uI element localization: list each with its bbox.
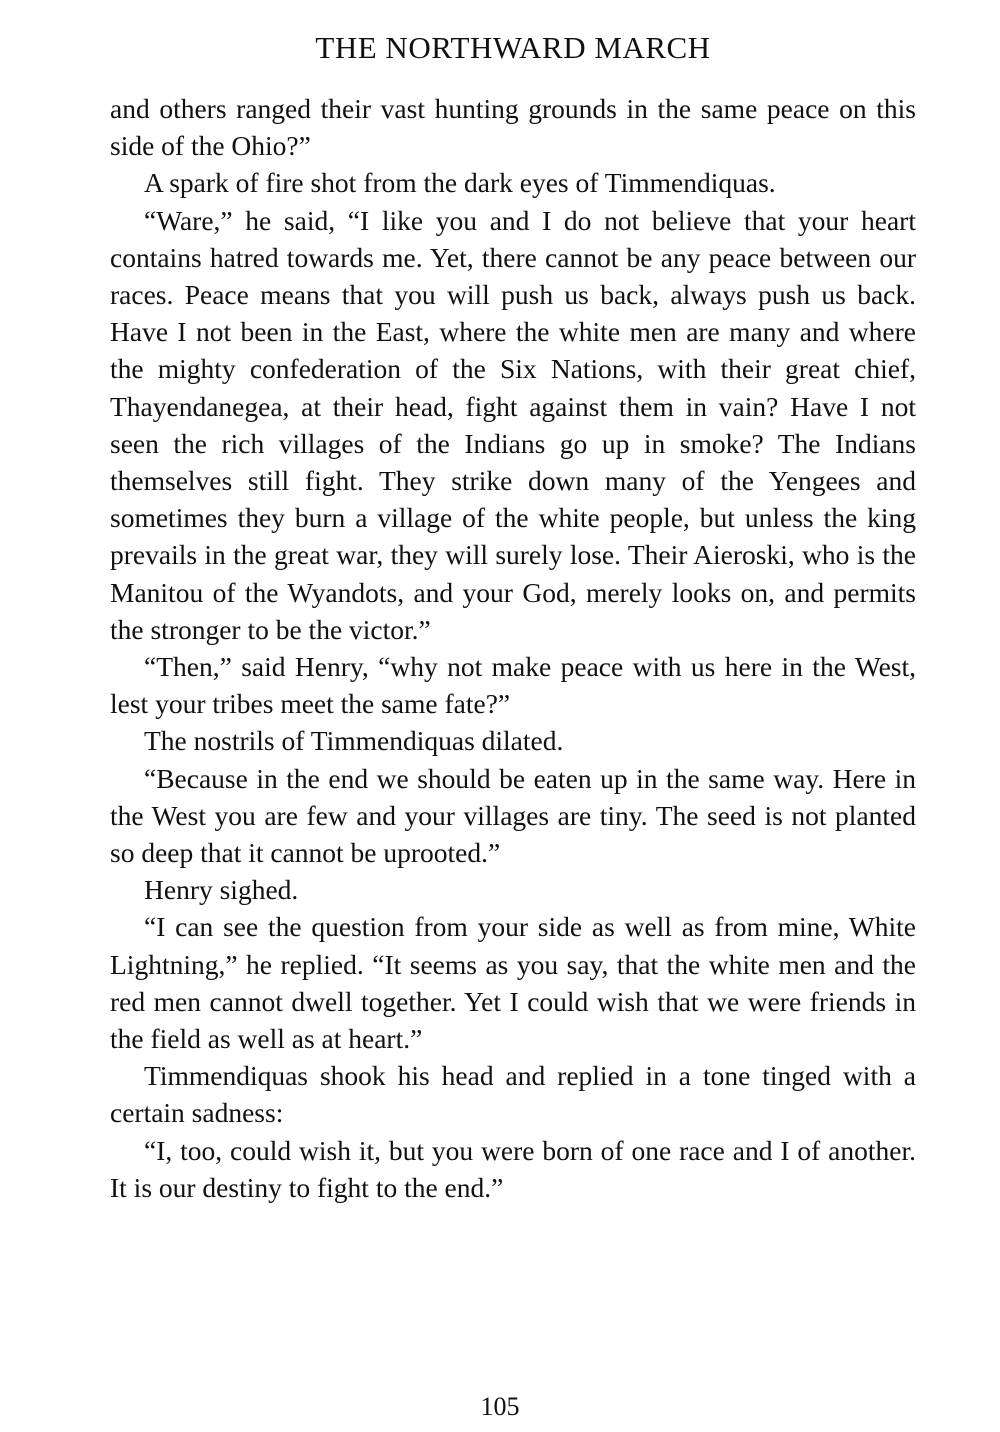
paragraph: “Because in the end we should be eaten up in the same way. Here in the West you are few and your villages are tiny. The seed is not planted so deep that it cannot be uprooted.” [110, 762, 916, 869]
paragraph: A spark of fire shot from the dark eyes of Timmendiquas. [144, 167, 776, 199]
paragraph: Timmendiquas shook his head and replied in a tone tinged with a certain sadness: [110, 1060, 916, 1129]
paragraph: “Ware,” he said, “I like you and I do not believe that your heart contains hatred towards me. Yet, there cannot be any peace between our races. Peace means that you will push us back, always push us back. Have I not been in the East, where the white men are many and where the mighty confederation of the Six Nations, with their great chief, Thayendanegea, at their head, fight against them in vain? Have I not seen the rich villages of the Indians go up in smoke? The Indians themselves still fight. They strike down many of the Yengees and sometimes they burn a village of the white people, but unless the king prevails in the great war, they will surely lose. Their Aieroski, who is the Manitou of the Wyandots, and your God, merely looks on, and permits the stronger to be the victor.” [110, 204, 916, 645]
page-body [110, 90, 916, 1206]
paragraph: “I, too, could wish it, but you were born of one race and I of another. It is our destiny to fight to the end.” [110, 1134, 916, 1203]
paragraph: “I can see the question from your side as well as from mine, White Lightning,” he replied. “It seems as you say, that the white men and the red men cannot dwell together. Yet I could wish that we were friends in the field as well as at heart.” [110, 911, 916, 1055]
paragraph: Henry sighed. [144, 874, 299, 906]
paragraph: The nostrils of Timmendiquas dilated. [144, 725, 564, 757]
paragraph-continuation: and others ranged their vast hunting grounds in the same peace on this side of the Ohio?” [110, 93, 916, 162]
paragraph: “Then,” said Henry, “why not make peace with us here in the West, lest your tribes meet the same fate?” [110, 651, 916, 720]
book-page [110, 28, 916, 1206]
running-head: THE NORTHWARD MARCH [315, 30, 711, 65]
page-number: 105 [480, 1392, 520, 1421]
